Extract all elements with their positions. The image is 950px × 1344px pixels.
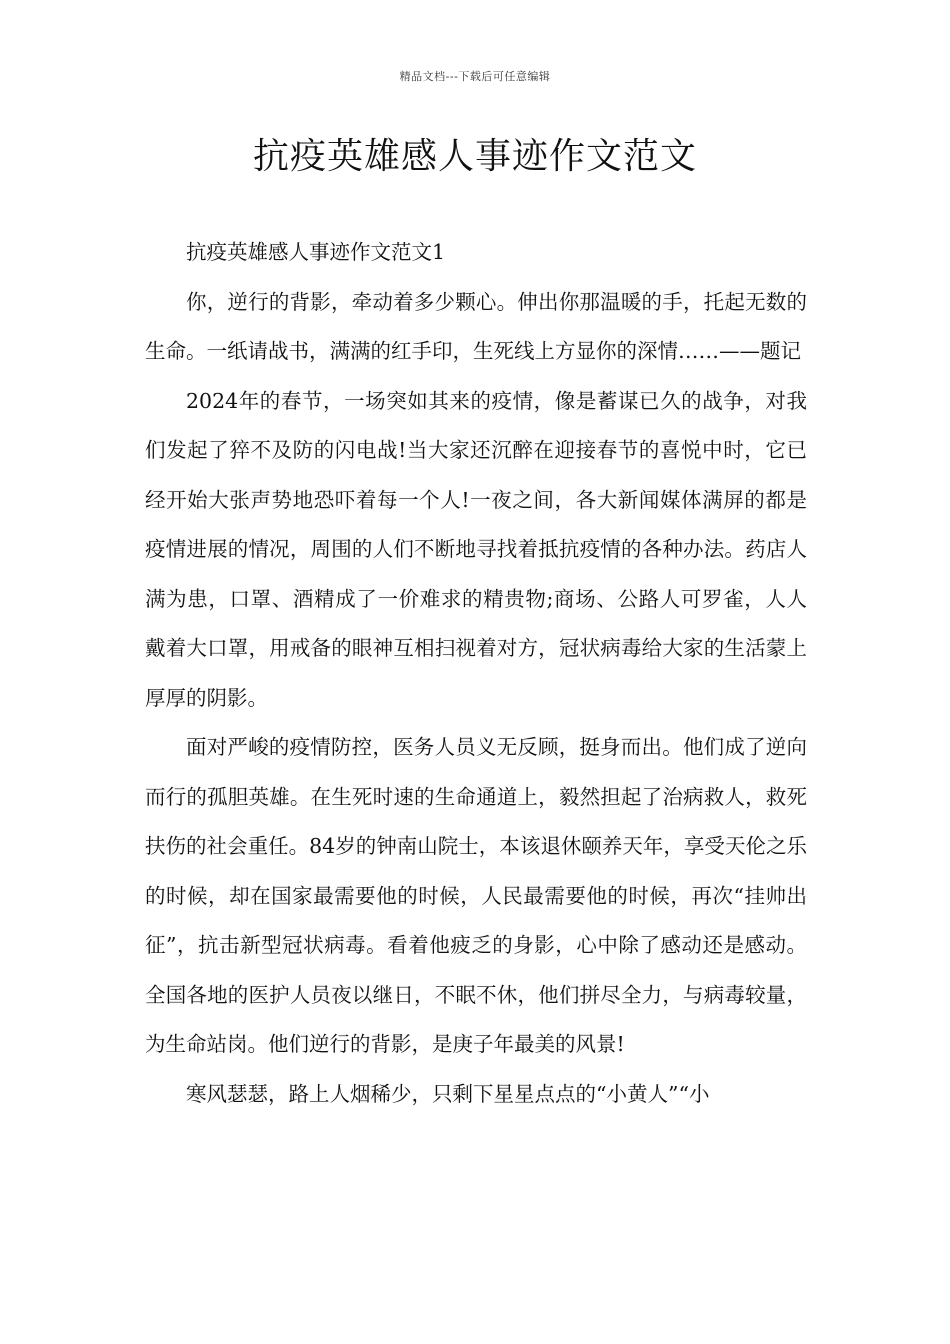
section-subtitle: 抗疫英雄感人事迹作文范文1 (186, 240, 446, 264)
document-body (145, 228, 807, 1119)
paragraph: 你，逆行的背影，牵动着多少颗心。伸出你那温暖的手，托起无数的生命。一纸请战书，满满的红手印，生死线上方显你的深情……——题记 (145, 289, 807, 363)
paragraph: 2024年的春节，一场突如其来的疫情，像是蓄谋已久的战争，对我们发起了猝不及防的闪电战!当大家还沉醉在迎接春节的喜悦中时，它已经开始大张声势地恐吓着每一个人!一夜之间，各大新闻媒体满屏的都是疫情进展的情况，周围的人们不断地寻找着抵抗疫情的各种办法。药店人满为患，口罩、酒精成了一价难求的精贵物;商场、公路人可罗雀，人人戴着大口罩，用戒备的眼神互相扫视着对方，冠状病毒给大家的生活蒙上厚厚的阴影。 (145, 388, 807, 710)
header-note: 精品文档---下载后可任意编辑 (399, 70, 551, 83)
paragraph: 面对严峻的疫情防控，医务人员义无反顾，挺身而出。他们成了逆向而行的孤胆英雄。在生死时速的生命通道上，毅然担起了治病救人，救死扶伤的社会重任。84岁的钟南山院士，本该退休颐养天年，享受天伦之乐的时候，却在国家最需要他的时候，人民最需要他的时候，再次“挂帅出征”，抗击新型冠状病毒。看着他疲乏的身影，心中除了感动还是感动。全国各地的医护人员夜以继日，不眠不休，他们拼尽全力，与病毒较量，为生命站岗。他们逆行的背影，是庚子年最美的风景! (145, 735, 807, 1056)
paragraph: 寒风瑟瑟，路上人烟稀少，只剩下星星点点的“小黄人”“小 (186, 1081, 710, 1106)
document-title: 抗疫英雄感人事迹作文范文 (252, 136, 697, 177)
